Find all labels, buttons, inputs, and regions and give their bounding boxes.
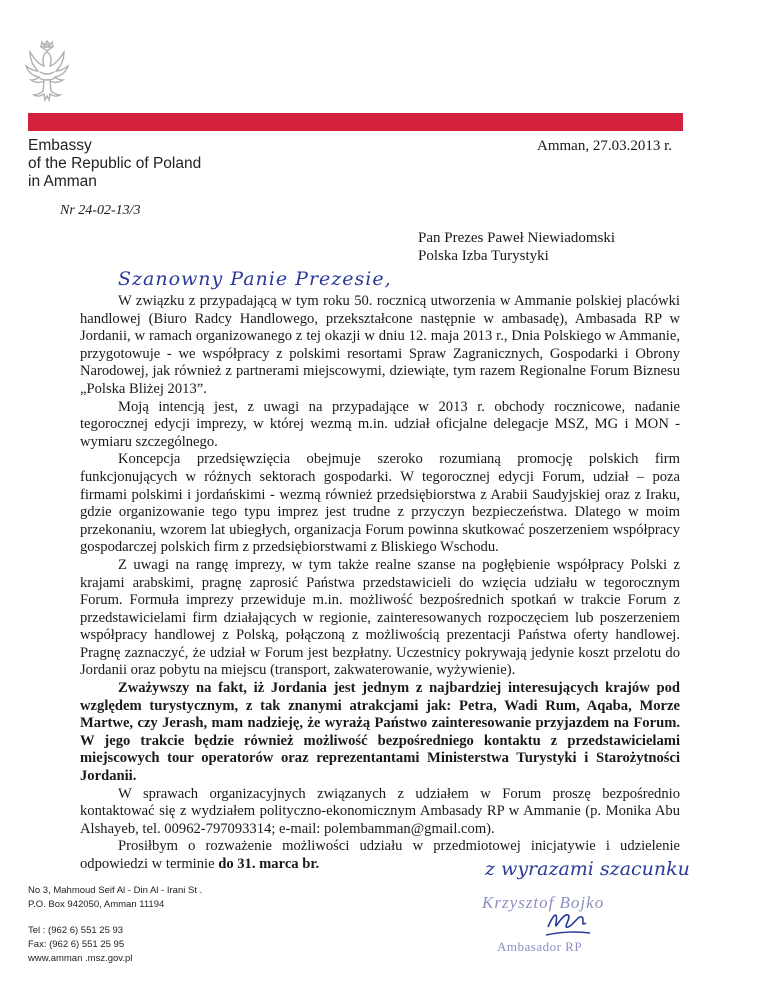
handwritten-salutation: Szanowny Panie Prezesie, (118, 268, 392, 290)
footer-address-pobox: P.O. Box 942050, Amman 11194 (28, 899, 165, 910)
embassy-name-line1: Embassy (28, 137, 92, 154)
recipient-organization: Polska Izba Turystyki (418, 248, 549, 264)
body-paragraph-5: Zważywszy na fakt, iż Jordania jest jednym z najbardziej interesujących krajów pod względem turystycznym, z tak znanymi atrakcjami jak: Petra, Wadi Rum, Aqaba, Morze Martwe, czy Jerash, mam nadzieję, że wyrażą Państwo zainteresowanie przyjazdem na Forum. W jego trakcie będzie również możliwość bezpośredniego kontaktu z przedstawicielami miejscowych tour operatorów oraz reprezentantami Ministerstwa Turystyki i Starożytności Jordanii. (80, 680, 680, 785)
recipient-block (418, 229, 615, 265)
body-paragraph-1: W związku z przypadającą w tym roku 50. rocznicą utworzenia w Ammanie polskiej placówki handlowej (Biuro Radcy Handlowego, przekształcone następnie w ambasadę), Ambasada RP w Jordanii, w ramach organizowanego z tej okazji w dniu 12. maja 2013 r., Dnia Polskiego w Ammanie, przygotowuje - we współpracy z polskimi resortami Spraw Zagranicznych, Gospodarki i Obrony Narodowej, jak również z partnerami miejscowymi, dziewiąte, tym razem Regionalne Forum Biznesu „Polska Bliżej 2013”. (80, 293, 680, 397)
embassy-name-line2: of the Republic of Poland (28, 155, 202, 172)
letter-body (80, 293, 680, 874)
body-paragraph-7-text: Prosiłbym o rozważenie możliwości udziału w przedmiotowej inicjatywie i udzielenie odpowiedzi w terminie (80, 838, 680, 872)
response-deadline: do 31. marca br. (218, 856, 320, 872)
letter-date: Amman, 27.03.2013 r. (537, 138, 672, 154)
embassy-name (28, 137, 201, 191)
recipient-name: Pan Prezes Paweł Niewiadomski (418, 230, 616, 246)
embassy-name-line3: in Amman (28, 173, 97, 190)
body-paragraph-4: Z uwagi na rangę imprezy, w tym także realne szanse na pogłębienie współpracy Polski z krajami arabskimi, pragnę zaprosić Państwa przedstawicieli do wzięcia udziału w tegorocznym Forum. Formuła imprezy przewiduje m.in. możliwość bezpośrednich spotkań w trakcie Forum z przedstawicielami firm działających w regionie, zainteresowanych rozpoczęciem lub poszerzeniem współpracy handlowej z Polską, połączoną z możliwością prezentacji Państwa oferty handlowej. Pragnę zaznaczyć, że udział w Forum jest bezpłatny. Uczestnicy pokrywają jedynie koszt przelotu do Jordanii oraz pobytu na miejscu (transport, zakwaterowanie, wyżywienie). (80, 556, 680, 679)
body-paragraph-2: Moją intencją jest, z uwagi na przypadające w 2013 r. obchody rocznicowe, nadanie tegorocznej edycji imprezy, w której wezmą m.in. udział oficjalne delegacje MSZ, MG i MON - wymiaru szczególnego. (80, 398, 680, 450)
footer-website[interactable]: www.amman .msz.gov.pl (28, 953, 133, 964)
header-red-bar (28, 113, 683, 131)
reference-number: Nr 24-02-13/3 (60, 203, 141, 218)
stamp-ambassador-title: Ambasador RP (497, 939, 583, 954)
footer-contact (28, 884, 202, 966)
footer-fax: Fax: (962 6) 551 25 95 (28, 939, 125, 950)
stamp-ambassador-name: Krzysztof Bojko (482, 893, 605, 912)
polish-eagle-emblem-icon (18, 38, 76, 104)
body-paragraph-3: Koncepcja przedsięwzięcia obejmuje szeroko rozumianą promocję polskich firm funkcjonujących w różnych sektorach gospodarki. W tegorocznej edycji Forum, udział – poza firmami polskimi i jordańskimi - wezmą również przedsiębiorstwa z Arabii Saudyjskiej oraz z Iraku, gdzie organizowanie tego typu imprez jest trudne z przyczyn bezpieczeństwa. Dlatego w moim przekonaniu, wzorem lat ubiegłych, organizacja Forum powinna skutkować poszerzeniem współpracy gospodarczej polskich firm z przedsiębiorstwami z Bliskiego Wschodu. (80, 451, 680, 556)
handwritten-closing: z wyrazami szacunku (485, 858, 690, 880)
body-paragraph-6: W sprawach organizacyjnych związanych z udziałem w Forum proszę bezpośrednio kontaktować się z wydziałem polityczno-ekonomicznym Ambasady RP w Ammanie (p. Monika Abu Alshayeb, tel. 00962-797093314; e-mail: polembamman@gmail.com). (80, 785, 680, 837)
ambassador-signature (540, 905, 600, 941)
footer-address-street: No 3, Mahmoud Seif Al - Din Al - Irani St . (28, 885, 203, 896)
footer-telephone: Tel : (962 6) 551 25 93 (28, 925, 124, 936)
